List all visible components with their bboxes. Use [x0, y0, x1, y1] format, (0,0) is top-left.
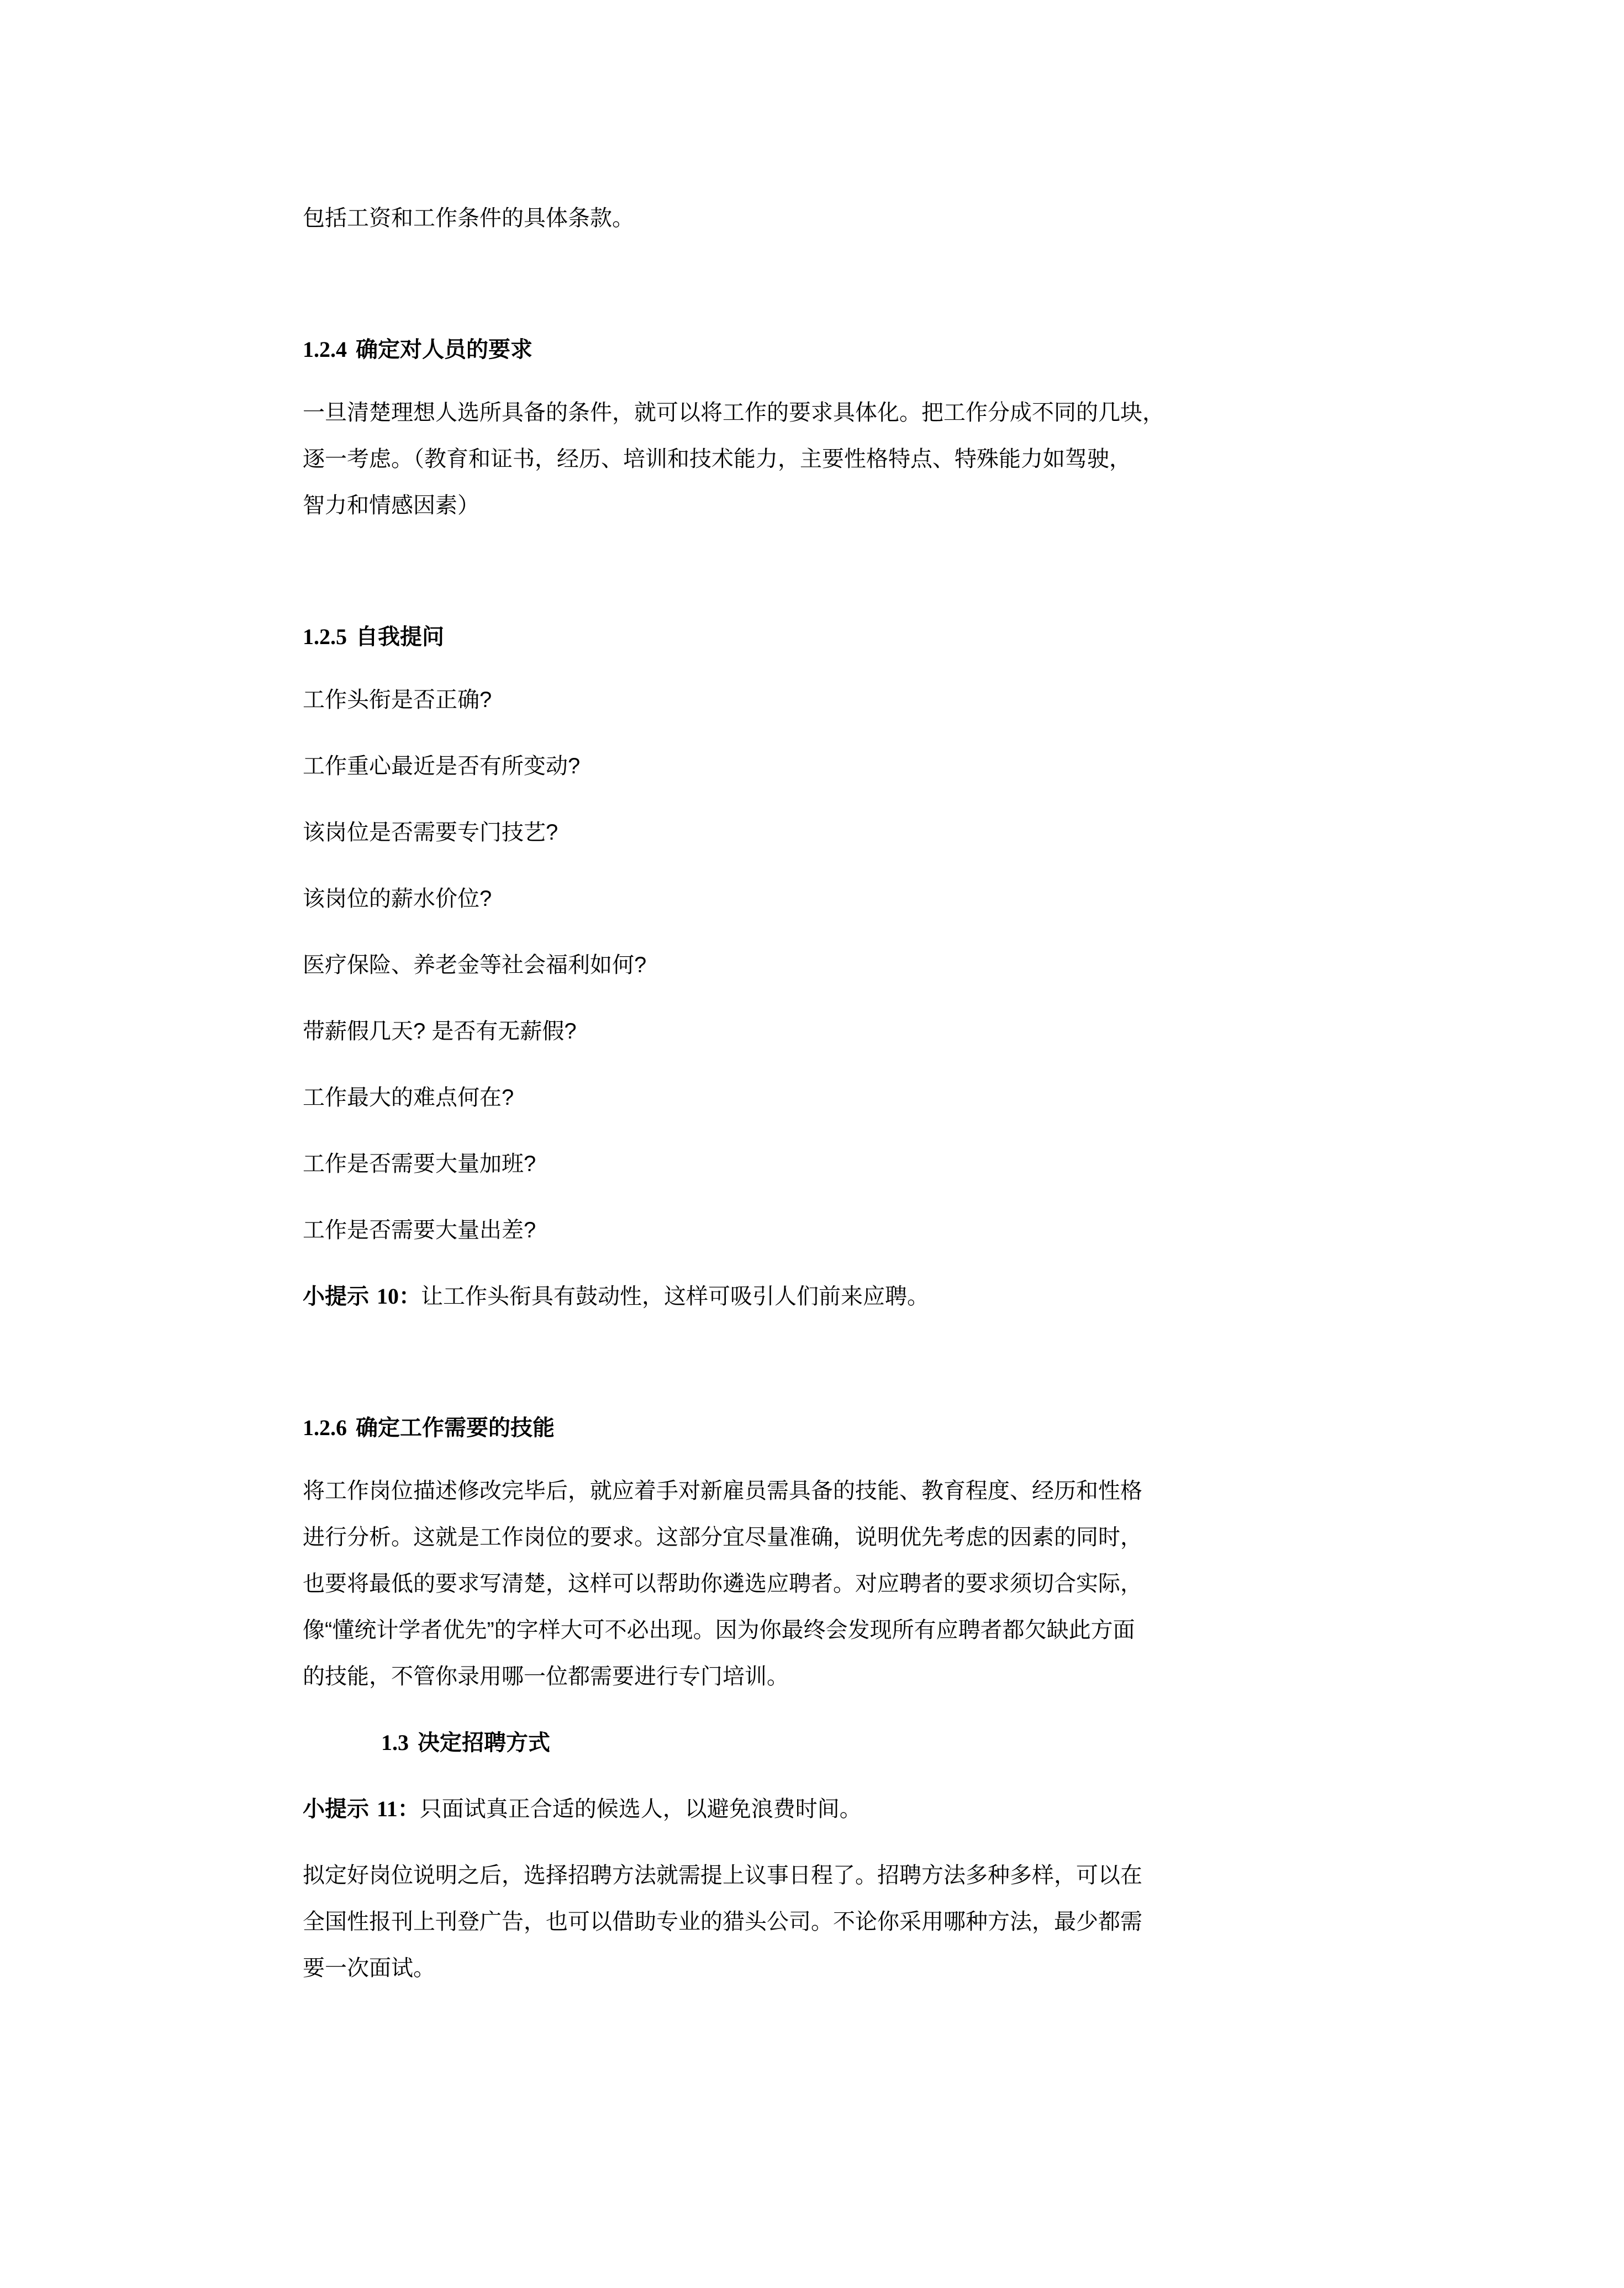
paragraph-line: 全国性报刊上刊登广告，也可以借助专业的猎头公司。不论你采用哪种方法，最少都需: [303, 1910, 1142, 1934]
tip-text: 只面试真正合适的候选人，以避免浪费时间。: [419, 1797, 862, 1821]
question-line: 该岗位是否需要专门技艺?: [303, 820, 558, 845]
section-number: 1.3: [381, 1730, 409, 1755]
question-line: 工作是否需要大量出差?: [303, 1218, 536, 1242]
tip-number: 11: [377, 1796, 398, 1821]
section-title: 自我提问: [356, 625, 444, 649]
question-line: 该岗位的薪水价位?: [303, 887, 492, 911]
section-number: 1.2.5: [303, 624, 347, 649]
paragraph-line: 拟定好岗位说明之后，选择招聘方法就需提上议事日程了。招聘方法多种多样，可以在: [303, 1863, 1142, 1888]
paragraph-13: [303, 1852, 1403, 1991]
tip-11: [303, 1786, 1403, 1832]
tip-number: 10: [377, 1284, 399, 1309]
section-title: 确定工作需要的技能: [356, 1416, 555, 1440]
paragraph-line: 要一次面试。: [303, 1956, 435, 1980]
question-line: 医疗保险、养老金等社会福利如何?: [303, 953, 647, 977]
question-line: 工作头衔是否正确?: [303, 688, 492, 712]
section-title: 确定对人员的要求: [356, 338, 532, 362]
section-number: 1.2.4: [303, 337, 347, 362]
question-line: 工作最大的难点何在?: [303, 1085, 514, 1110]
section-heading-13: [381, 1720, 1403, 1766]
paragraph-line: 也要将最低的要求写清楚，这样可以帮助你遴选应聘者。对应聘者的要求须切合实际，: [303, 1572, 1142, 1596]
tip-colon: ：: [399, 1284, 421, 1309]
section-heading-124: [303, 326, 1403, 373]
paragraph-line: 像“懂统计学者优先”的字样大可不必出现。因为你最终会发现所有应聘者都欠缺此方面: [303, 1618, 1135, 1642]
paragraph-line: 将工作岗位描述修改完毕后，就应着手对新雇员需具备的技能、教育程度、经历和性格: [303, 1479, 1142, 1503]
section-title: 决定招聘方式: [418, 1731, 550, 1755]
question-line: 带薪假几天? 是否有无薪假?: [303, 1019, 577, 1043]
intro-paragraph-line: 包括工资和工作条件的具体条款。: [303, 206, 634, 230]
paragraph-line: 进行分析。这就是工作岗位的要求。这部分宜尽量准确，说明优先考虑的因素的同时，: [303, 1525, 1142, 1549]
tip-10: [303, 1273, 1403, 1320]
paragraph-124: [303, 389, 1403, 529]
tip-label: 小提示: [303, 1284, 369, 1309]
paragraph-line: 的技能，不管你录用哪一位都需要进行专门培训。: [303, 1664, 789, 1689]
paragraph-line: 逐一考虑。（教育和证书，经历、培训和技术能力，主要性格特点、特殊能力如驾驶，: [303, 447, 1131, 471]
tip-colon: ：: [397, 1797, 420, 1821]
paragraph-line: 一旦清楚理想人选所具备的条件，就可以将工作的要求具体化。把工作分成不同的几块，: [303, 400, 1164, 425]
section-number: 1.2.6: [303, 1415, 347, 1440]
section-heading-125: [303, 614, 1403, 660]
paragraph-line: 智力和情感因素）: [303, 493, 479, 518]
tip-text: 让工作头衔具有鼓动性，这样可吸引人们前来应聘。: [421, 1284, 929, 1309]
question-line: 工作重心最近是否有所变动?: [303, 754, 581, 778]
paragraph-126: [303, 1468, 1403, 1700]
section-heading-126: [303, 1405, 1403, 1451]
question-line: 工作是否需要大量加班?: [303, 1152, 536, 1176]
tip-label: 小提示: [303, 1797, 369, 1821]
